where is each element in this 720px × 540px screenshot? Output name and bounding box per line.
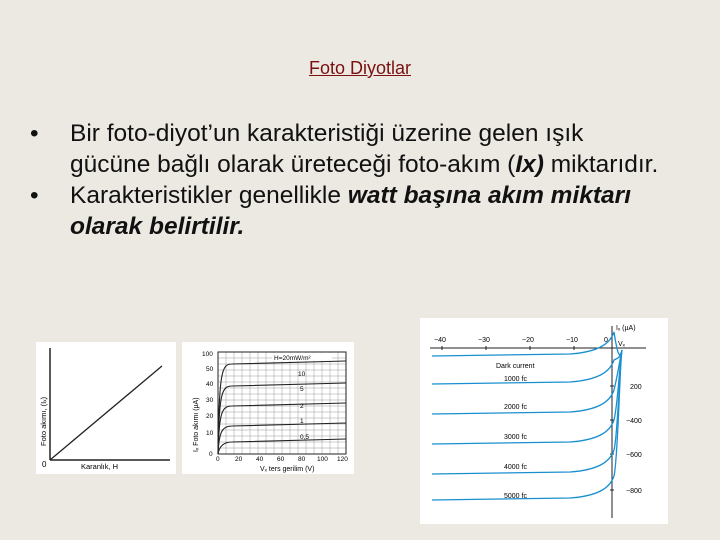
curve-label-3000fc: 3000 fc — [504, 434, 527, 441]
bullet-1-text: Bir foto-diyot’un karakteristiği üzerine gelen ışık gücüne bağlı olarak üreteceği foto-akım ( — [70, 120, 584, 178]
y-axis-label: Iₓ Foto akımı (µA) — [193, 397, 200, 452]
dark-current-label: Dark current — [496, 363, 535, 370]
y-tick-30: 30 — [206, 397, 214, 404]
figure-reverse-voltage — [182, 342, 354, 474]
figure-iv-characteristic — [420, 318, 668, 524]
x-tick-100: 100 — [317, 456, 328, 463]
origin-label: 0 — [42, 460, 47, 469]
x-axis-label: Vₓ ters gerilim (V) — [260, 466, 315, 473]
x-tick-minus30: −30 — [478, 337, 490, 344]
y-tick-minus800: −800 — [626, 488, 642, 495]
response-line — [50, 366, 162, 460]
bullet-item-1 — [30, 118, 670, 180]
iv-curve-0 — [432, 332, 622, 356]
y-axis-label: Iₓ (µA) — [616, 325, 636, 332]
curve-label-5: 5 — [300, 386, 304, 393]
reverse-voltage-plot — [182, 342, 354, 474]
y-tick-100: 100 — [202, 351, 213, 358]
y-axis-label: Foto akımı, (Iₓ) — [39, 396, 48, 446]
linear-response-plot — [36, 342, 176, 474]
curve-label-1000fc: 1000 fc — [504, 376, 527, 383]
curve-label-0-5: 0,5 — [300, 434, 310, 441]
x-tick-minus40: −40 — [434, 337, 446, 344]
x-tick-0: 0 — [216, 456, 220, 463]
y-tick-minus600: −600 — [626, 452, 642, 459]
x-tick-20: 20 — [235, 456, 243, 463]
y-tick-200: 200 — [630, 384, 642, 391]
curve-label-5000fc: 5000 fc — [504, 493, 527, 500]
x-tick-60: 60 — [277, 456, 285, 463]
bullet-list — [30, 118, 670, 242]
bullet-1-emphasis: Ix) — [515, 151, 544, 178]
y-tick-minus400: −400 — [626, 418, 642, 425]
bullet-dot: • — [30, 120, 39, 147]
illumination-header: H=20mW/m² — [274, 355, 311, 362]
x-tick-0: 0 — [604, 337, 608, 344]
bullet-dot: • — [30, 182, 39, 209]
iv-characteristic-plot — [420, 318, 668, 524]
curve-label-10: 10 — [298, 371, 306, 378]
curve-label-2: 2 — [300, 403, 304, 410]
y-tick-0: 0 — [209, 451, 213, 458]
x-tick-40: 40 — [256, 456, 264, 463]
y-tick-50: 50 — [206, 366, 214, 373]
y-tick-20: 20 — [206, 413, 214, 420]
y-tick-40: 40 — [206, 381, 214, 388]
curve-label-4000fc: 4000 fc — [504, 464, 527, 471]
x-tick-minus10: −10 — [566, 337, 578, 344]
y-tick-10: 10 — [206, 430, 214, 437]
bullet-2-emphasis: watt başına akım miktarı olarak belirtilir. — [70, 182, 632, 240]
x-axis-label: Karanlık, H — [81, 462, 119, 471]
x-tick-80: 80 — [298, 456, 306, 463]
curve-label-1: 1 — [300, 418, 304, 425]
x-tick-minus20: −20 — [522, 337, 534, 344]
slide-title: Foto Diyotlar — [308, 58, 412, 78]
voltage-label: Vₓ — [618, 341, 625, 348]
x-tick-120: 120 — [337, 456, 348, 463]
bullet-item-2 — [30, 180, 670, 242]
curve-label-2000fc: 2000 fc — [504, 404, 527, 411]
figure-linear-response — [36, 342, 176, 474]
iv-curve-5 — [432, 350, 622, 500]
bullet-1-tail: miktarıdır. — [543, 151, 659, 178]
bullet-2-text: Karakteristikler genellikle — [70, 182, 348, 209]
